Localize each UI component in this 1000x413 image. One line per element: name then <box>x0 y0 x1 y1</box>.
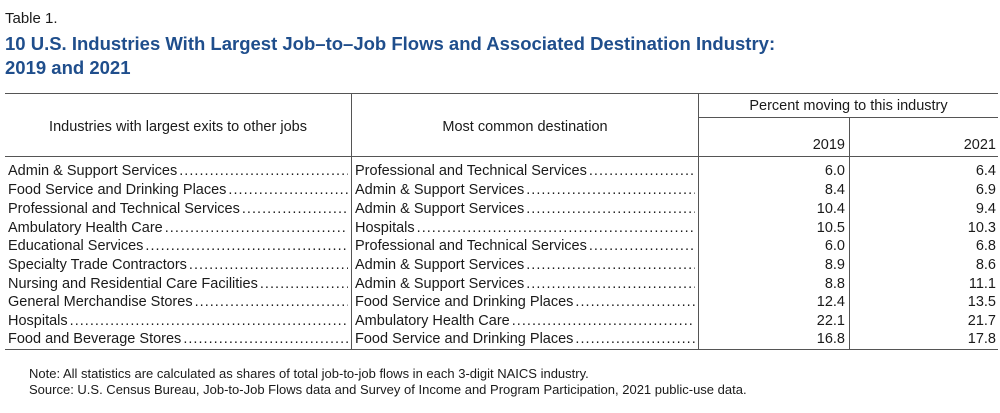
table-top-rule <box>5 93 998 94</box>
cell-industry: Nursing and Residential Care Facilities . . . <box>8 275 348 294</box>
table-title-line2: 2019 and 2021 <box>5 57 131 78</box>
table-source: Source: U.S. Census Bureau, Job-to-Job Flows data and Survey of Income and Program Participation, 2021 public-use data. <box>29 382 747 397</box>
cell-2019: 6.0 <box>824 163 845 179</box>
cell-2021: 17.8 <box>967 331 996 347</box>
cell-destination: Admin & Support Services . . . <box>355 275 695 294</box>
cell-destination: Food Service and Drinking Places . . . <box>355 330 695 349</box>
cell-2021: 9.4 <box>975 201 996 217</box>
table-note: Note: All statistics are calculated as shares of total job-to-job flows in each 3-digit NAICS industry. <box>29 366 589 381</box>
header-destination: Most common destination <box>442 119 608 135</box>
cell-destination: Admin & Support Services . . . <box>355 181 695 200</box>
column-divider-2 <box>698 93 699 350</box>
cell-industry: Food and Beverage Stores . . . <box>8 330 348 349</box>
cell-industry: Ambulatory Health Care . . . <box>8 219 348 238</box>
cell-2019: 8.8 <box>824 276 845 292</box>
cell-2019: 22.1 <box>816 313 845 329</box>
header-2019: 2019 <box>812 137 845 153</box>
header-2021: 2021 <box>963 137 996 153</box>
column-divider-3 <box>849 117 850 350</box>
cell-2021: 11.1 <box>968 276 996 292</box>
cell-2021: 6.8 <box>975 238 996 254</box>
cell-industry: Admin & Support Services . . . <box>8 162 348 181</box>
percent-subheader-rule <box>698 117 998 118</box>
cell-2019: 8.9 <box>824 257 845 273</box>
table-label: Table 1. <box>5 10 58 27</box>
cell-2019: 8.4 <box>824 182 845 198</box>
cell-industry: General Merchandise Stores . . . <box>8 293 348 312</box>
header-exits: Industries with largest exits to other jobs <box>49 119 307 135</box>
cell-destination: Professional and Technical Services . . . <box>355 237 695 256</box>
cell-2021: 13.5 <box>967 294 996 310</box>
table-title-line1: 10 U.S. Industries With Largest Job–to–Job Flows and Associated Destination Industry: <box>5 33 776 54</box>
cell-2021: 10.3 <box>967 220 996 236</box>
header-percent-group: Percent moving to this industry <box>749 98 948 114</box>
cell-2021: 8.6 <box>975 257 996 273</box>
cell-industry: Hospitals . . . <box>8 312 348 331</box>
cell-2019: 16.8 <box>816 331 845 347</box>
cell-destination: Hospitals . . . <box>355 219 695 238</box>
cell-2019: 6.0 <box>824 238 845 254</box>
cell-industry: Professional and Technical Services . . . <box>8 200 348 219</box>
cell-industry: Educational Services . . . <box>8 237 348 256</box>
cell-2019: 10.4 <box>816 201 845 217</box>
cell-destination: Food Service and Drinking Places . . . <box>355 293 695 312</box>
cell-2019: 12.4 <box>816 294 845 310</box>
cell-destination: Admin & Support Services . . . <box>355 200 695 219</box>
cell-2021: 6.4 <box>975 163 996 179</box>
cell-industry: Food Service and Drinking Places . . . <box>8 181 348 200</box>
cell-destination: Ambulatory Health Care . . . <box>355 312 695 331</box>
cell-2021: 21.7 <box>967 313 996 329</box>
cell-destination: Admin & Support Services . . . <box>355 256 695 275</box>
cell-destination: Professional and Technical Services . . . <box>355 162 695 181</box>
cell-2021: 6.9 <box>975 182 996 198</box>
table-title <box>5 32 995 80</box>
cell-industry: Specialty Trade Contractors . . . <box>8 256 348 275</box>
cell-2019: 10.5 <box>816 220 845 236</box>
